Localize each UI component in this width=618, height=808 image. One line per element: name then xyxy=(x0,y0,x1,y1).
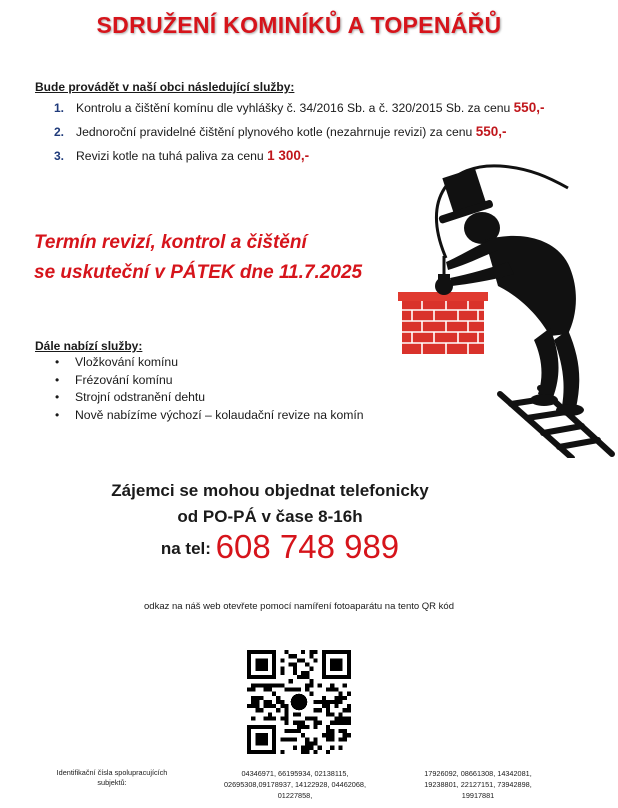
company-ids-2: 17926092, 08661308, 14342081, 19238801, 22127151, 73942898, 19917881 xyxy=(424,769,532,800)
more-services-list xyxy=(55,354,364,424)
services-heading: Bude provádět v naší obci následující služby: xyxy=(35,80,295,94)
page-title: SDRUŽENÍ KOMINÍKŮ A TOPENÁŘŮ xyxy=(96,12,502,38)
service-item xyxy=(54,120,544,144)
bullet: • xyxy=(55,407,60,422)
service-number: 1. xyxy=(54,101,65,115)
bullet: • xyxy=(55,390,60,404)
term-line: se uskuteční v PÁTEK dne 11.7.2025 xyxy=(34,262,363,283)
more-services-heading: Dále nabízí služby: xyxy=(35,339,143,353)
service-price: 550,- xyxy=(475,124,507,139)
list-item-text: Frézování komínu xyxy=(75,372,173,387)
list-item-text: Vložkování komínu xyxy=(75,355,178,369)
list-item-text: Strojní odstranění dehtu xyxy=(75,390,206,404)
contact-hours: od PO-PÁ v čase 8-16h xyxy=(177,507,363,526)
bullet: • xyxy=(55,355,60,369)
service-text: Kontrolu a čištění komínu dle vyhlášky č. 34/2016 Sb. a č. 320/2015 Sb. za cenu xyxy=(76,101,514,115)
term-line: Termín revizí, kontrol a čištění xyxy=(34,232,307,253)
service-item xyxy=(54,96,544,120)
contact-line: Zájemci se mohou objednat telefonicky xyxy=(111,481,429,500)
company-ids-1: 04346971, 66195934, 02138115, 02695308,09178937, 14122928, 04462068, 01227858, xyxy=(223,769,367,800)
contact-info xyxy=(0,478,540,530)
phone-line xyxy=(0,528,560,566)
bullet: • xyxy=(55,372,60,387)
qr-code[interactable] xyxy=(247,650,351,754)
service-number: 3. xyxy=(54,149,65,163)
service-text: Revizi kotle na tuhá paliva za cenu xyxy=(76,149,268,163)
service-number: 2. xyxy=(54,125,65,139)
list-item-text: Nově nabízíme výchozí – kolaudační revize na komín xyxy=(75,407,364,422)
phone-label: na tel: xyxy=(160,539,211,558)
service-price: 550,- xyxy=(513,100,545,115)
service-price: 1 300,- xyxy=(267,148,310,163)
list-item xyxy=(55,354,364,372)
list-item xyxy=(55,407,364,425)
footer-label: Identifikační čísla spolupracujících subjektů: xyxy=(56,768,168,787)
qr-instruction: odkaz na náš web otevřete pomocí namíření fotoaparátu na tento QR kód xyxy=(144,601,454,612)
brick-chimney xyxy=(398,292,488,354)
list-item xyxy=(55,372,364,390)
chimney-sweep-silhouette xyxy=(438,168,584,416)
chimney-sweep-illustration xyxy=(390,158,618,458)
term-announcement xyxy=(34,228,362,288)
service-text: Jednoroční pravidelné čištění plynového kotle (nezahrnuje revizi) za cenu xyxy=(76,125,476,139)
phone-number[interactable]: 608 748 989 xyxy=(215,528,400,565)
list-item xyxy=(55,389,364,407)
